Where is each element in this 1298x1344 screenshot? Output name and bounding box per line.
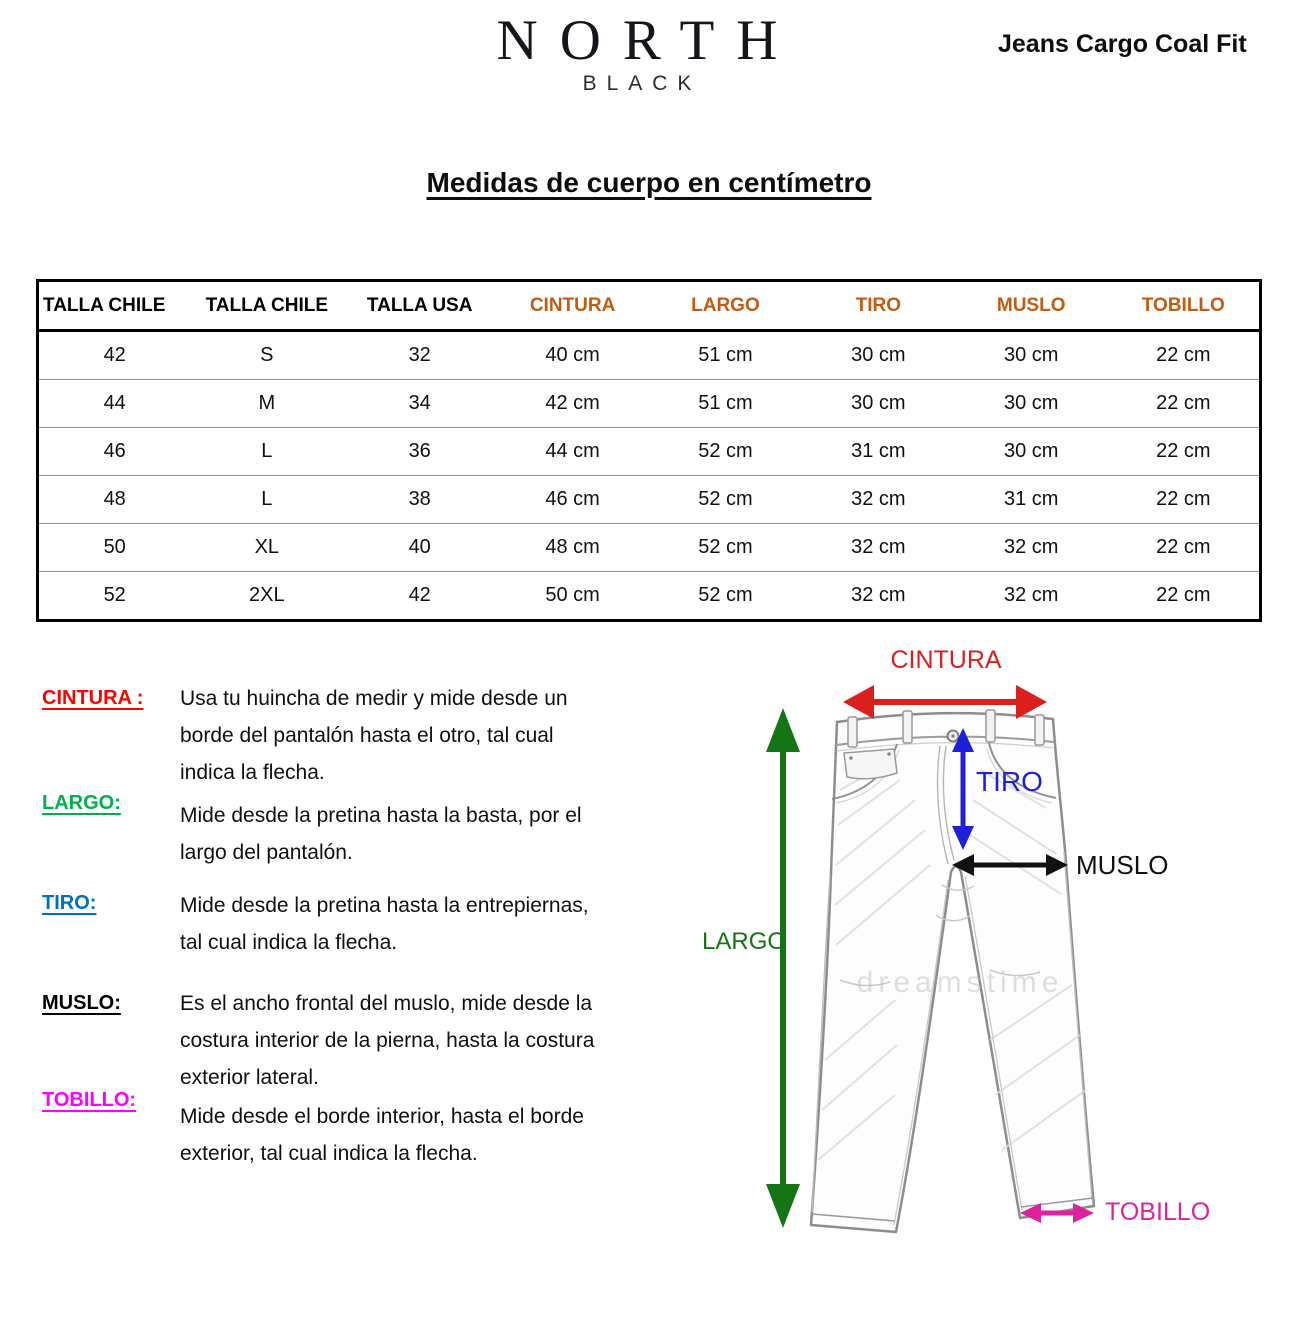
column-header-tobillo: TOBILLO [1108,281,1261,331]
table-row [38,524,1261,572]
cell-talla-usa: 34 [343,380,496,428]
brand-logo [479,9,800,96]
definition-term-tobillo: TOBILLO: [42,1089,137,1111]
cell-talla-chile: 42 [103,344,126,366]
definition-term-muslo: MUSLO: [42,992,121,1014]
column-header-tiro: TIRO [802,281,955,331]
definition-line: exterior lateral. [180,1066,319,1089]
cell-tiro: 32 cm [802,524,955,572]
definition-line: Mide desde el borde interior, hasta el borde [180,1105,584,1128]
definition-text-tobillo [180,1098,670,1172]
cell-largo: 52 cm [649,524,802,572]
cell-tiro: 30 cm [802,380,955,428]
cell-cintura: 42 cm [496,380,649,428]
cell-muslo: 32 cm [955,524,1108,572]
page-title: Medidas de cuerpo en centímetro [426,167,872,198]
definition-term-largo: LARGO: [42,792,121,814]
cell-tobillo: 22 cm [1156,344,1211,366]
figure-label-cintura: CINTURA [890,646,1002,674]
cell-talla-usa: 42 [343,572,496,621]
cell-talla-letra: L [190,476,343,524]
definition-text-cintura [180,680,670,791]
cell-talla-chile: 44 [38,380,191,428]
jeans-figure [690,640,1270,1320]
cell-cintura: 46 cm [496,476,649,524]
definition-line: exterior, tal cual indica la flecha. [180,1142,478,1165]
cell-talla-letra: S [260,344,274,366]
cell-tiro: 30 cm [851,344,906,366]
cell-muslo: 32 cm [955,572,1108,621]
cell-largo: 52 cm [649,572,802,621]
definition-line: largo del pantalón. [180,841,353,864]
cell-cintura: 48 cm [496,524,649,572]
definition-text-largo [180,797,670,871]
cell-muslo: 30 cm [1003,344,1059,366]
cell-talla-usa: 36 [343,428,496,476]
cell-talla-chile: 48 [38,476,191,524]
definition-line: Mide desde la pretina hasta la entrepiernas, [180,894,589,917]
cell-tobillo: 22 cm [1108,380,1261,428]
size-table [36,279,1262,622]
cell-muslo: 30 cm [955,428,1108,476]
cell-talla-letra: 2XL [190,572,343,621]
cell-talla-chile: 52 [38,572,191,621]
cell-talla-letra: XL [190,524,343,572]
cell-muslo: 31 cm [955,476,1108,524]
cell-tiro: 31 cm [802,428,955,476]
cell-talla-usa: 40 [343,524,496,572]
figure-label-tiro: TIRO [976,766,1043,797]
watermark: dreamstime [856,966,1064,999]
cell-tobillo: 22 cm [1108,428,1261,476]
column-header-talla-chile-1: TALLA CHILE [38,281,191,331]
cell-largo: 52 cm [649,476,802,524]
definition-text-tiro [180,887,670,961]
cell-largo: 51 cm [649,380,802,428]
figure-label-largo: LARGO [702,928,787,955]
cell-cintura: 50 cm [496,572,649,621]
column-header-cintura: CINTURA [496,281,649,331]
table-row [38,331,1261,380]
cell-tiro: 32 cm [802,572,955,621]
definition-line: borde del pantalón hasta el otro, tal cual [180,724,554,747]
table-header-row [38,281,1261,331]
definition-line: tal cual indica la flecha. [180,931,398,954]
definition-line: Usa tu huincha de medir y mide desde un [180,687,568,710]
table-row [38,428,1261,476]
cell-tobillo: 22 cm [1108,572,1261,621]
definition-term-cintura: CINTURA : [42,687,144,709]
column-header-talla-chile-2: TALLA CHILE [190,281,343,331]
cell-tiro: 32 cm [802,476,955,524]
cell-cintura: 44 cm [496,428,649,476]
figure-label-muslo: MUSLO [1076,850,1169,880]
cell-talla-usa: 38 [343,476,496,524]
column-header-muslo: MUSLO [955,281,1108,331]
cell-talla-letra: L [190,428,343,476]
table-row [38,476,1261,524]
brand-subname: BLACK [582,72,702,95]
column-header-largo: LARGO [649,281,802,331]
cell-cintura: 40 cm [545,344,600,366]
definition-line: indica la flecha. [180,761,325,784]
table-row [38,572,1261,621]
table-row [38,380,1261,428]
cell-talla-chile: 50 [38,524,191,572]
definition-line: Es el ancho frontal del muslo, mide desde la [180,992,593,1015]
column-header-talla-usa: TALLA USA [343,281,496,331]
definition-term-tiro: TIRO: [42,892,97,914]
cell-talla-chile: 46 [38,428,191,476]
product-name: Jeans Cargo Coal Fit [998,30,1247,58]
cell-tobillo: 22 cm [1108,476,1261,524]
cell-muslo: 30 cm [955,380,1108,428]
cell-tobillo: 22 cm [1108,524,1261,572]
cell-largo: 52 cm [649,428,802,476]
figure-label-tobillo: TOBILLO [1105,1198,1211,1226]
definition-line: Mide desde la pretina hasta la basta, por el [180,804,582,827]
largo-arrow [766,708,800,1228]
cell-talla-usa: 32 [408,344,431,366]
brand-name: NORTH [496,9,800,72]
cell-talla-letra: M [190,380,343,428]
definition-text-muslo [180,985,670,1096]
cell-largo: 51 cm [698,344,753,366]
definition-line: costura interior de la pierna, hasta la costura [180,1029,595,1052]
